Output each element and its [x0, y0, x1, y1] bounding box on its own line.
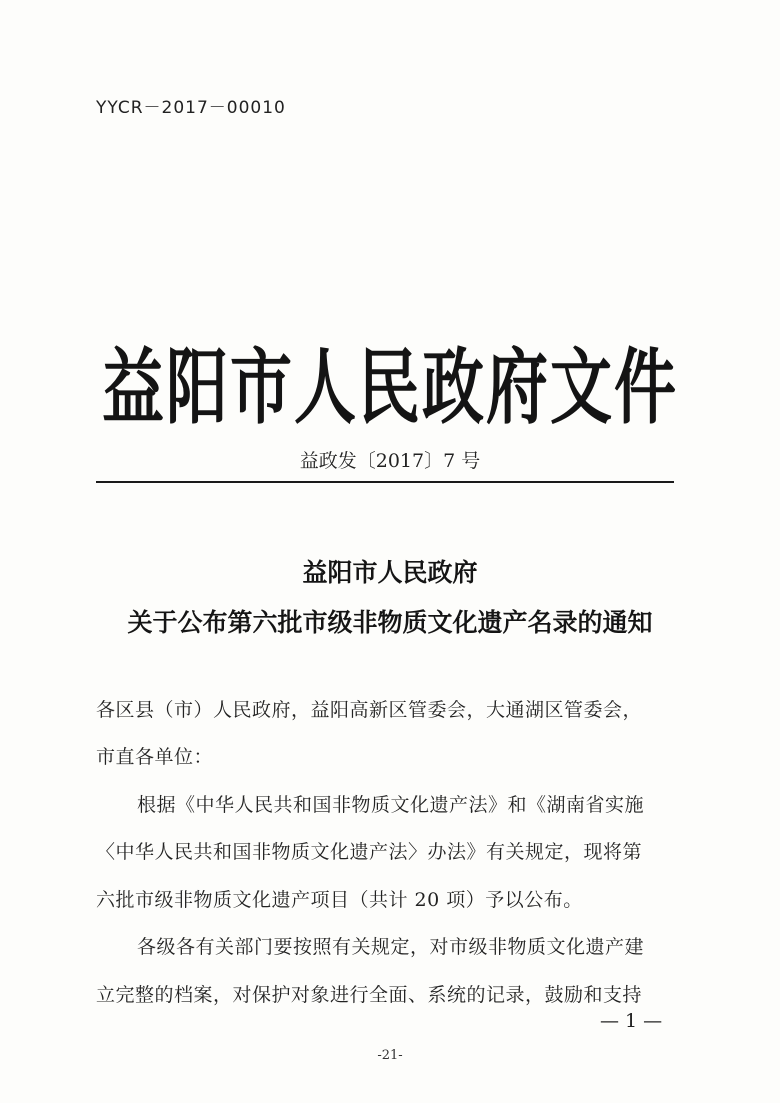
- masthead-title: 益阳市人民政府文件: [101, 339, 678, 436]
- body-line: 〈中华人民共和国非物质文化遗产法〉办法》有关规定，现将第: [96, 841, 643, 863]
- header-divider: [96, 481, 674, 483]
- body-line: 各级各有关部门要按照有关规定，对市级非物质文化遗产建: [137, 936, 645, 958]
- page-number: — 1 —: [600, 1010, 663, 1032]
- footer-page-number: -21-: [377, 1048, 403, 1063]
- notice-title-line-2: 关于公布第六批市级非物质文化遗产名录的通知: [127, 608, 653, 637]
- body-line: 根据《中华人民共和国非物质文化遗产法》和《湖南省实施: [137, 794, 645, 816]
- notice-title-line-1: 益阳市人民政府: [302, 558, 478, 587]
- body-line: 立完整的档案，对保护对象进行全面、系统的记录，鼓励和支持: [96, 984, 643, 1006]
- document-id: YYCR－2017－00010: [96, 98, 286, 118]
- body-line: 各区县（市）人民政府，益阳高新区管委会，大通湖区管委会，: [96, 699, 643, 721]
- body-line: 市直各单位：: [96, 746, 214, 768]
- document-number: 益政发〔2017〕7 号: [299, 450, 481, 472]
- body-line: 六批市级非物质文化遗产项目（共计 20 项）予以公布。: [96, 889, 583, 911]
